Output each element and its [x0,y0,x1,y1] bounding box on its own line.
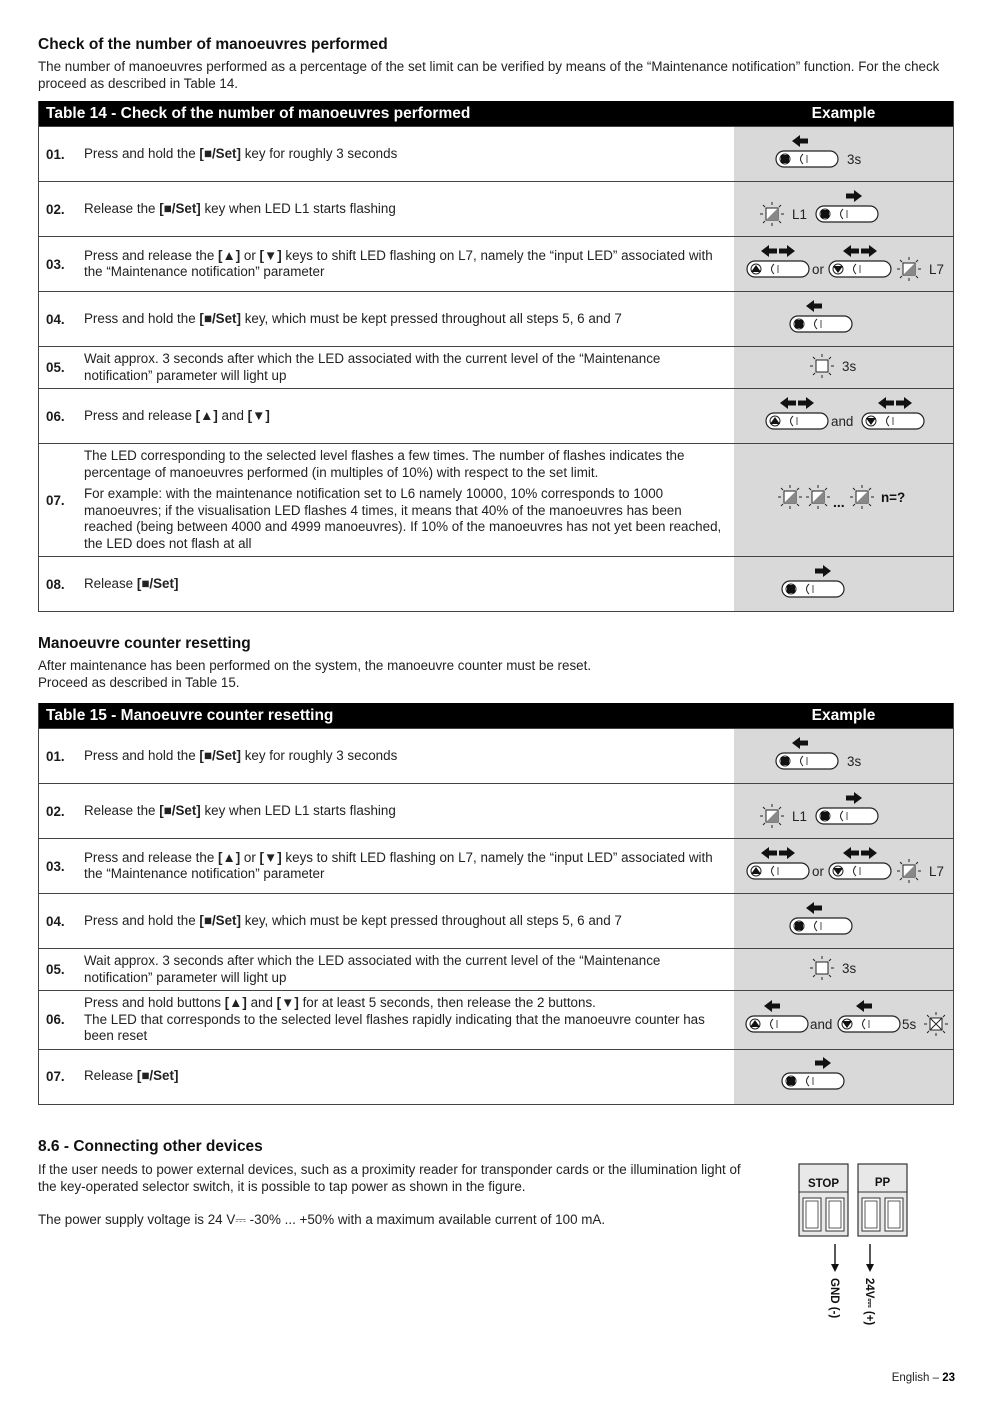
footer-language: English – [891,1372,943,1384]
set-hold-diagram [744,296,944,340]
step-text: Release [■/Set] [84,1049,734,1104]
up-and-down-5s-diagram [738,996,950,1040]
example-cell [734,292,954,347]
section-intro-reset: After maintenance has been performed on the system, the manoeuvre counter must be reset. [38,658,592,673]
table-row [39,292,954,347]
table-14-title: Table 14 - Check of the number of manoeuvres performed [39,101,735,127]
step-text [84,991,734,1050]
down-key-icon [829,863,891,879]
example-led-label: L7 [928,863,944,879]
table-row [39,991,954,1050]
example-or-label: or [811,261,824,277]
step-text-line: Press and hold buttons [▲] and [▼] for at least 5 seconds, then release the 2 buttons. [84,995,596,1010]
step-number: 06. [39,991,85,1050]
arrow-left-icon [792,737,808,749]
arrow-right-icon [896,397,912,409]
up-key-icon [747,261,809,277]
led-flash-icon [850,485,874,509]
led-flash-count-diagram [744,483,944,515]
table-row [39,237,954,292]
table-row [39,729,954,784]
example-dots-label: ... [832,493,845,510]
arrow-right-icon [815,1057,831,1069]
example-cell [734,784,954,839]
arrow-right-icon [779,847,795,859]
arrow-left-icon [761,245,777,257]
key-name: [■/Set] [199,747,241,763]
step-text-line: For example: with the maintenance notification set to L6 namely 10000, 10% corresponds to 1000 manoeuvres; if the visualisation LED flashes 4 times, it means that 40% of the manoeuvres has been reached (being between 4000 and 4999 manoeuvres). If 10% of the manoeuvres has not yet been reached, the LED does not flash at all [84,486,722,551]
example-or-label: or [811,863,824,879]
step-text: Wait approx. 3 seconds after which the LED associated with the current level of the “Maintenance notification” parameter will light up [84,949,734,991]
arrow-left-icon [764,1000,780,1012]
example-cell [734,444,954,557]
gnd-label: GND (-) [828,1278,840,1319]
set-press-3s-diagram [744,733,944,777]
arrow-left-icon [792,135,808,147]
step-text: Press and hold the [■/Set] key, which must be kept pressed throughout all steps 5, 6 and 7 [84,292,734,347]
down-key-icon [829,261,891,277]
set-hold-diagram [744,898,944,942]
table-row [39,839,954,894]
led-flash-icon [897,859,921,883]
set-key-icon [790,316,852,332]
table-14-example-header: Example [734,101,954,127]
section-intro-check: The number of manoeuvres performed as a percentage of the set limit can be verified by means of the “Maintenance notification” function. For the check proceed as described in Table 14. [38,59,940,91]
key-name: [▲] [218,849,241,865]
key-name: [■/Set] [159,200,201,216]
example-n-label: n=? [880,489,905,505]
table-row [39,784,954,839]
example-time-label: 5s [901,1017,916,1033]
table-row [39,127,954,182]
example-led-label: L1 [791,808,807,824]
step-number: 05. [39,347,85,389]
led-on-icon [810,956,834,980]
led-reset-icon [924,1012,948,1036]
led-on-icon [810,354,834,378]
step-text-line: The LED corresponding to the selected level flashes a few times. The number of flashes indicates the percentage of manoeuvres performed (in multiples of 10%) with respect to the set limit. [84,448,685,480]
set-key-icon [776,753,838,769]
step-text: Release [■/Set] [84,557,734,612]
table-row [39,557,954,612]
section-title-check: Check of the number of manoeuvres performed [38,36,388,53]
key-name: [■/Set] [199,912,241,928]
table-14 [38,101,954,612]
example-time-label: 3s [846,151,861,167]
key-name: [■/Set] [159,802,201,818]
page-number: 23 [942,1372,955,1384]
set-key-icon [816,808,878,824]
step-number: 05. [39,949,85,991]
arrow-right-icon [779,245,795,257]
step-number: 04. [39,292,85,347]
step-text: Press and release the [▲] or [▼] keys to shift LED flashing on L7, namely the “input LED” associated with the “Maintenance notification” parameter [84,237,734,292]
release-set-diagram [744,561,944,605]
key-name: [▼] [247,407,270,423]
arrow-left-icon [761,847,777,859]
section-title-reset: Manoeuvre counter resetting [38,635,251,652]
set-key-icon [816,206,878,222]
step-number: 01. [39,729,85,784]
led-on-3s-diagram [744,952,944,984]
step-text: Press and hold the [■/Set] key for roughly 3 seconds [84,729,734,784]
step-number: 02. [39,182,85,237]
step-number: 07. [39,1049,85,1104]
led-on-3s-diagram [744,350,944,382]
table-row [39,444,954,557]
step-text: Wait approx. 3 seconds after which the LED associated with the current level of the “Maintenance notification” parameter will light up [84,347,734,389]
arrow-left-icon [856,1000,872,1012]
set-key-icon [790,918,852,934]
step-number: 03. [39,839,85,894]
key-name: [▼] [259,247,282,263]
page-footer [892,1372,955,1384]
key-name: [■/Set] [136,575,179,591]
release-set-l1-diagram [744,788,944,832]
arrow-left-icon [878,397,894,409]
example-cell [734,389,954,444]
key-name: [▲] [224,995,247,1010]
step-text: Press and hold the [■/Set] key, which must be kept pressed throughout all steps 5, 6 and 7 [84,894,734,949]
table-15 [38,703,954,1105]
key-name: [▼] [276,995,299,1010]
example-cell [734,894,954,949]
table-15-example-header: Example [734,703,954,729]
led-flash-icon [760,804,784,828]
stop-label: STOP [807,1178,840,1190]
set-press-3s-diagram [744,131,944,175]
led-flash-icon [760,202,784,226]
example-cell [734,237,954,292]
example-cell [734,347,954,389]
key-name: [▼] [259,849,282,865]
up-and-down-diagram [744,393,944,437]
release-set-l1-diagram [744,186,944,230]
step-number: 07. [39,444,85,557]
example-cell [734,127,954,182]
up-key-icon [747,863,809,879]
key-name: [■/Set] [199,310,241,326]
table-row [39,1049,954,1104]
arrow-right-icon [815,565,831,577]
example-time-label: 3s [841,961,856,976]
step-number: 02. [39,784,85,839]
arrow-right-icon [846,190,862,202]
key-name: [■/Set] [136,1068,179,1084]
example-led-label: L7 [928,261,944,277]
key-name: [▲] [218,247,241,263]
step-text: Press and hold the [■/Set] key for roughly 3 seconds [84,127,734,182]
step-text [84,444,734,557]
step-number: 01. [39,127,85,182]
up-down-l7-diagram [739,241,949,285]
led-flash-icon [897,257,921,281]
down-key-icon [838,1016,900,1032]
section-para-voltage: The power supply voltage is 24 V⎓ -30% ... +50% with a maximum available current of 100 mA. [38,1212,606,1227]
table-row [39,182,954,237]
example-time-label: 3s [846,753,861,769]
example-time-label: 3s [841,359,856,374]
example-and-label: and [809,1017,832,1033]
table-15-title: Table 15 - Manoeuvre counter resetting [39,703,735,729]
led-flash-icon [778,485,802,509]
set-key-icon [776,151,838,167]
table-row [39,389,954,444]
example-cell [734,839,954,894]
example-and-label: and [830,413,853,429]
v24-label: 24V⎓ (+) [863,1278,875,1326]
arrow-left-icon [843,245,859,257]
arrow-right-icon [861,847,877,859]
key-name: [■/Set] [199,145,241,161]
step-text: Press and release [▲] and [▼] [84,389,734,444]
terminal-diagram [790,1160,920,1340]
section-para-devices: If the user needs to power external devices, such as a proximity reader for transponder cards or the illumination light of the key-operated selector switch, it is possible to tap power as shown in the figure. [38,1162,741,1194]
step-text: Press and release the [▲] or [▼] keys to shift LED flashing on L7, namely the “input LED” associated with the “Maintenance notification” parameter [84,839,734,894]
step-number: 08. [39,557,85,612]
step-number: 06. [39,389,85,444]
set-key-icon [782,1073,844,1089]
arrow-left-icon [780,397,796,409]
example-cell [734,729,954,784]
arrow-right-icon [846,792,862,804]
section-title-devices: 8.6 - Connecting other devices [38,1138,263,1155]
example-led-label: L1 [791,206,807,222]
arrow-left-icon [806,902,822,914]
key-name: [▲] [195,407,218,423]
step-number: 03. [39,237,85,292]
up-key-icon [746,1016,808,1032]
arrow-left-icon [806,300,822,312]
table-row [39,894,954,949]
section-intro-reset-2: Proceed as described in Table 15. [38,675,240,690]
step-text-line: The LED that corresponds to the selected level flashes rapidly indicating that the manoeuvre counter has been reset [84,1011,705,1043]
set-key-icon [782,581,844,597]
example-cell [734,557,954,612]
example-cell [734,991,954,1050]
release-set-diagram [744,1053,944,1097]
example-cell [734,1049,954,1104]
up-key-icon [766,413,828,429]
table-row [39,949,954,991]
step-number: 04. [39,894,85,949]
down-key-icon [862,413,924,429]
step-text: Release the [■/Set] key when LED L1 starts flashing [84,182,734,237]
led-flash-icon [806,485,830,509]
arrow-right-icon [798,397,814,409]
table-row [39,347,954,389]
pp-label: PP [874,1177,891,1189]
example-cell [734,182,954,237]
arrow-right-icon [861,245,877,257]
arrow-left-icon [843,847,859,859]
example-cell [734,949,954,991]
step-text: Release the [■/Set] key when LED L1 starts flashing [84,784,734,839]
up-down-l7-diagram [739,843,949,887]
